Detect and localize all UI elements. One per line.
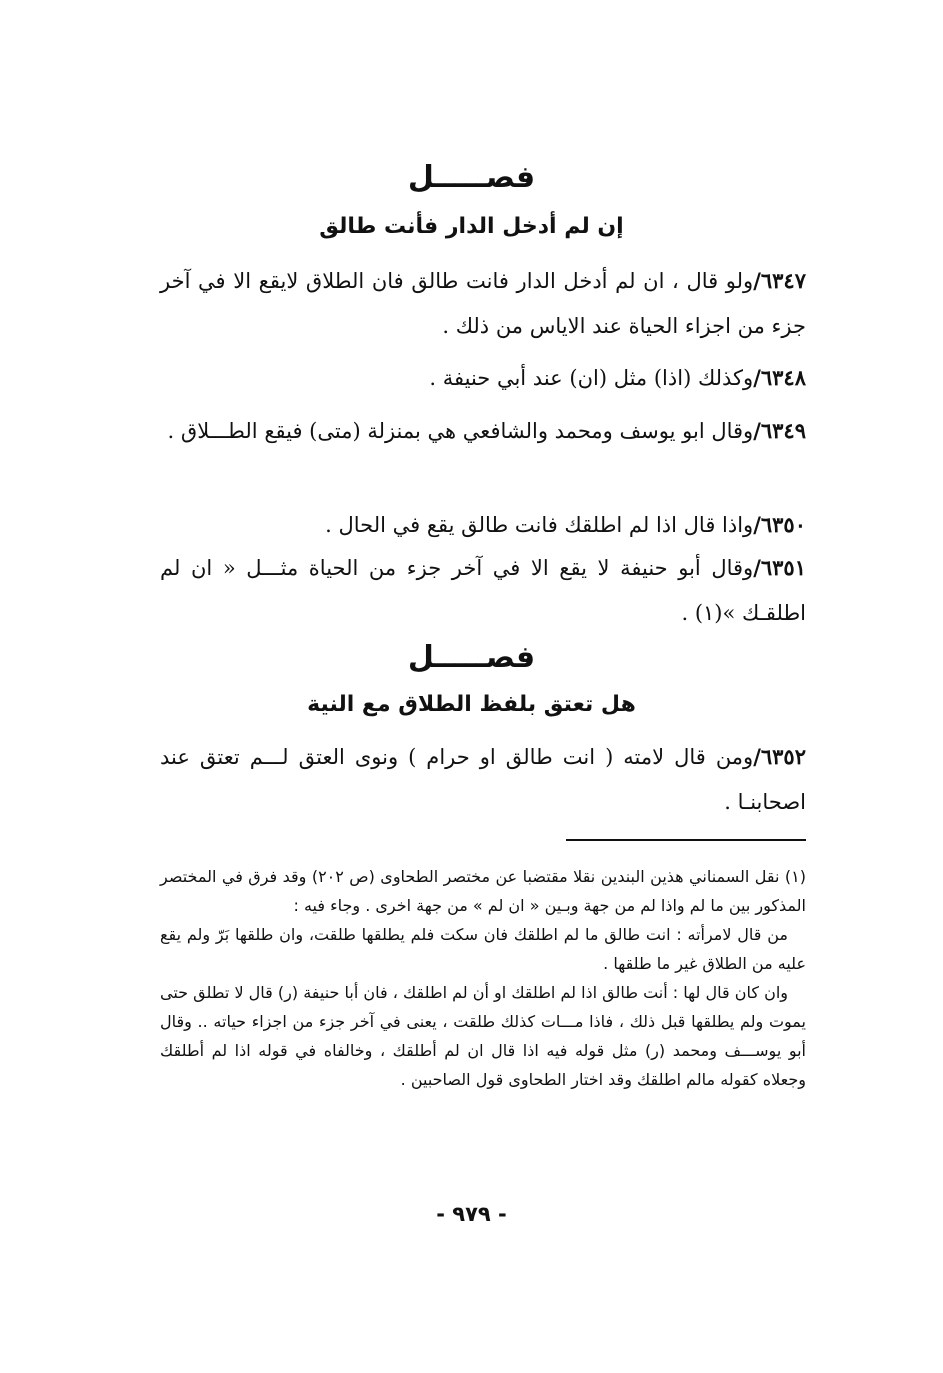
section-title: إن لم أدخل الدار فأنت طالق [319,214,624,239]
paragraph-6351 [160,545,806,636]
section-label: فصـــــل [407,640,536,675]
paragraph-6349 [160,408,806,454]
paragraph-text: ولو قال ، ان لم أدخل الدار فانت طالق فان الطلاق لايقع الا في آخر جزء من اجزاء الحياة عند الاياس من ذلك . [160,269,806,338]
footnotes [160,862,806,1094]
footnote-1: (١) نقل السمناني هذين البندين نقلا مقتضبا عن مختصر الطحاوى (ص ٢٠٢) وقد فرق في المختصر المذكور بين ما لم واذا لم من جهة وبـين « ان لم » من جهة اخرى . وجاء فيه : [160,867,806,915]
paragraph-text: وكذلك (اذا) مثل (ان) عند أبي حنيفة . [429,366,754,390]
paragraph-6352 [160,734,806,825]
paragraph-number: ٦٣٤٩/ [753,418,806,443]
paragraph-6350 [160,502,806,548]
section-label: فصـــــل [407,160,536,195]
footnote-continuation: من قال لامرأته : انت طالق ما لم اطلقك فان سكت فلم يطلقها طلقت، وان طلقها بَرّ ولم يقع عليه من الطلاق غير ما طلقها . [160,925,806,973]
footnote-continuation: وان كان قال لها : أنت طالق اذا لم اطلقك او أن لم اطلقك ، فان أبا حنيفة (ر) قال لا تطلق حتى يموت ولم يطلقها قبل ذلك ، فاذا مـــات كذلك طلقت ، يعنى في آخر جزء من اجزاء حياته .. وقال أبو يوســـف ومحمد (ر) مثل قوله فيه اذا قال ان لم أطلقك ، وخالفاه في قوله اذا لم أطلقك وجعلاه كقوله مالم اطلقك وقد اختار الطحاوى قول الصاحبين . [160,983,806,1089]
paragraph-6347 [160,258,806,349]
paragraph-number: ٦٣٤٧/ [753,268,806,293]
paragraph-number: ٦٣٥٠/ [753,512,806,537]
section-title: هل تعتق بلفظ الطلاق مع النية [307,692,636,717]
paragraph-number: ٦٣٥٢/ [753,744,806,769]
paragraph-text: واذا قال اذا لم اطلقك فانت طالق يقع في الحال . [325,513,754,537]
paragraph-text: وقال ابو يوسف ومحمد والشافعي هي بمنزلة (متى) فيقع الطـــلاق . [167,419,754,443]
paragraph-number: ٦٣٥١/ [753,555,806,580]
page-number: - ٩٧٩ - [436,1202,507,1226]
paragraph-6348 [160,355,806,401]
footnote-divider [566,839,806,841]
paragraph-text: ومن قال لامته ( انت طالق او حرام ) ونوى العتق لـــم تعتق عند اصحابنـا . [160,745,806,814]
paragraph-number: ٦٣٤٨/ [753,365,806,390]
paragraph-text: وقال أبو حنيفة لا يقع الا في آخر جزء من الحياة مثـــل « ان لم اطلقـك »(١) . [160,556,806,625]
